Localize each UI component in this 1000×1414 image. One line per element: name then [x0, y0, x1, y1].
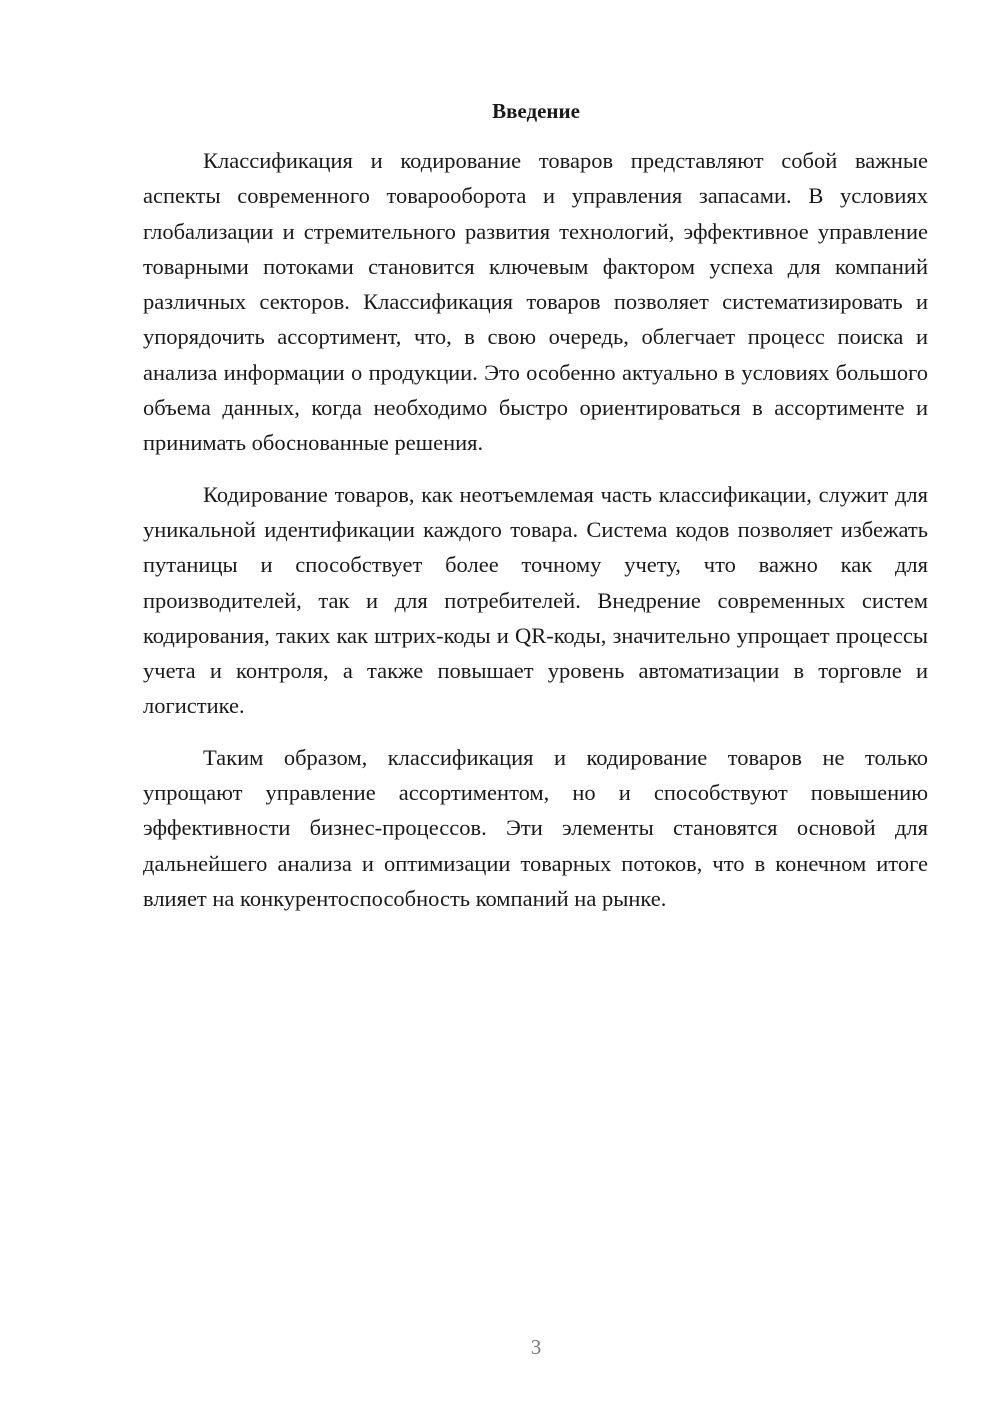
- paragraph-3: Таким образом, классификация и кодирование товаров не только упрощают управление ассортиментом, но и способствуют повышению эффективности бизнес-процессов. Эти элементы становятся основой для дальнейшего анализа и оптимизации товарных потоков, что в конечном итоге влияет на конкурентоспособность компаний на рынке.: [143, 744, 928, 911]
- paragraph-2: Кодирование товаров, как неотъемлемая часть классификации, служит для уникальной идентификации каждого товара. Система кодов позволяет избежать путаницы и способствует более точному учету, что важно как для производителей, так и для потребителей. Внедрение современных систем кодирования, таких как штрих-коды и QR-коды, значительно упрощает процессы учета и контроля, а также повышает уровень автоматизации в торговле и логистике.: [143, 481, 928, 719]
- paragraph-1: Классификация и кодирование товаров представляют собой важные аспекты современного товарооборота и управления запасами. В условиях глобализации и стремительного развития технологий, эффективное управление товарными потоками становится ключевым фактором успеха для компаний различных секторов. Классификация товаров позволяет систематизировать и упорядочить ассортимент, что, в свою очередь, облегчает процесс поиска и анализа информации о продукции. Это особенно актуально в условиях большого объема данных, когда необходимо быстро ориентироваться в ассортименте и принимать обоснованные решения.: [143, 148, 928, 456]
- body-text: [143, 143, 928, 932]
- page-title: Введение: [492, 99, 580, 123]
- page-number: 3: [530, 1335, 542, 1359]
